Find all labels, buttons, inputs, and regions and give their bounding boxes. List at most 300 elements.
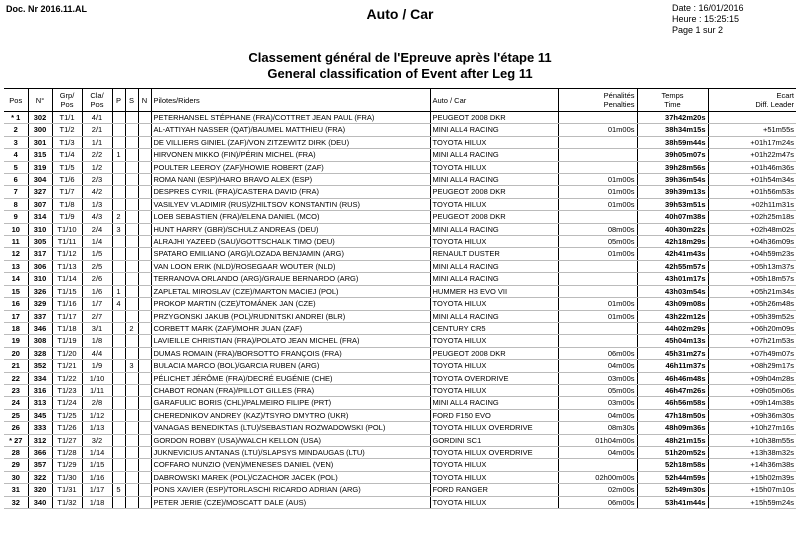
- cell-group-pos: T1/31: [52, 484, 82, 496]
- cell-s: [125, 174, 138, 186]
- date-label: Date : 16/01/2016: [672, 3, 744, 13]
- cell-riders: COFFARO NUNZIO (VEN)/MENESES DANIEL (VEN): [151, 459, 430, 471]
- table-header-row: [4, 89, 796, 112]
- cell-time: 38h59m44s: [637, 136, 708, 148]
- cell-riders: HUNT HARRY (GBR)/SCHULZ ANDREAS (DEU): [151, 223, 430, 235]
- cell-p: [112, 434, 125, 446]
- table-row: [4, 397, 796, 409]
- cell-group-pos: T1/21: [52, 360, 82, 372]
- cell-penalties: 06m00s: [558, 496, 637, 508]
- cell-p: [112, 471, 125, 483]
- cell-penalties: [558, 260, 637, 272]
- cell-class-pos: 2/5: [82, 260, 112, 272]
- cell-car: PEUGEOT 2008 DKR: [430, 211, 558, 223]
- cell-time: 48h09m36s: [637, 422, 708, 434]
- cell-n: [138, 198, 151, 210]
- cell-gap: +05h13m37s: [708, 260, 796, 272]
- cell-car: TOYOTA HILUX: [430, 236, 558, 248]
- col-car: Auto / Car: [430, 89, 558, 112]
- col-s: S: [125, 89, 138, 112]
- cell-time: 42h55m57s: [637, 260, 708, 272]
- cell-car: MINI ALL4 RACING: [430, 174, 558, 186]
- page-label: Page 1 sur 2: [672, 25, 724, 35]
- cell-class-pos: 1/8: [82, 335, 112, 347]
- cell-s: [125, 335, 138, 347]
- cell-pos: 16: [4, 298, 28, 310]
- table-row: [4, 248, 796, 260]
- cell-riders: DABROWSKI MAREK (POL)/CZACHOR JACEK (POL): [151, 471, 430, 483]
- cell-class-pos: 2/3: [82, 174, 112, 186]
- table-row: [4, 161, 796, 173]
- cell-n: [138, 149, 151, 161]
- cell-gap: +01h46m36s: [708, 161, 796, 173]
- cell-time: 42h18m29s: [637, 236, 708, 248]
- cell-group-pos: T1/7: [52, 186, 82, 198]
- cell-riders: PRZYGONSKI JAKUB (POL)/RUDNITSKI ANDREI (BLR): [151, 310, 430, 322]
- cell-number: 334: [28, 372, 52, 384]
- cell-car: TOYOTA HILUX: [430, 298, 558, 310]
- cell-car: MINI ALL4 RACING: [430, 149, 558, 161]
- cell-riders: VASILYEV VLADIMIR (RUS)/ZHILTSOV KONSTANTIN (RUS): [151, 198, 430, 210]
- cell-riders: CHEREDNIKOV ANDREY (KAZ)/TSYRO DMYTRO (UKR): [151, 409, 430, 421]
- cell-pos: 29: [4, 459, 28, 471]
- cell-n: [138, 161, 151, 173]
- cell-number: 326: [28, 285, 52, 297]
- cell-gap: +15h02m39s: [708, 471, 796, 483]
- cell-time: 39h28m56s: [637, 161, 708, 173]
- table-row: [4, 298, 796, 310]
- cell-p: [112, 198, 125, 210]
- cell-number: 315: [28, 149, 52, 161]
- cell-number: 327: [28, 186, 52, 198]
- cell-s: [125, 273, 138, 285]
- cell-s: [125, 260, 138, 272]
- cell-group-pos: T1/28: [52, 446, 82, 458]
- cell-s: [125, 347, 138, 359]
- cell-group-pos: T1/23: [52, 384, 82, 396]
- cell-n: [138, 174, 151, 186]
- cell-riders: AL-ATTIYAH NASSER (QAT)/BAUMEL MATTHIEU (FRA): [151, 124, 430, 136]
- table-row: [4, 285, 796, 297]
- cell-n: [138, 248, 151, 260]
- table-row: [4, 360, 796, 372]
- cell-n: [138, 372, 151, 384]
- cell-pos: 26: [4, 422, 28, 434]
- cell-time: 46h11m37s: [637, 360, 708, 372]
- cell-car: MINI ALL4 RACING: [430, 223, 558, 235]
- cell-pos: 14: [4, 273, 28, 285]
- cell-s: [125, 471, 138, 483]
- cell-p: [112, 260, 125, 272]
- heading-french: Classement général de l'Epreuve après l'étape 11: [248, 50, 552, 65]
- cell-riders: CHABOT RONAN (FRA)/PILLOT GILLES (FRA): [151, 384, 430, 396]
- col-pos: Pos: [4, 89, 28, 112]
- cell-pos: 5: [4, 161, 28, 173]
- table-row: [4, 211, 796, 223]
- cell-time: 51h20m52s: [637, 446, 708, 458]
- cell-pos: 13: [4, 260, 28, 272]
- cell-car: TOYOTA HILUX: [430, 198, 558, 210]
- cell-class-pos: 1/9: [82, 360, 112, 372]
- cell-car: CENTURY CR5: [430, 322, 558, 334]
- col-number: N°: [28, 89, 52, 112]
- cell-s: [125, 422, 138, 434]
- table-row: [4, 310, 796, 322]
- cell-gap: +10h27m16s: [708, 422, 796, 434]
- table-row: [4, 347, 796, 359]
- cell-n: [138, 496, 151, 508]
- cell-class-pos: 2/2: [82, 149, 112, 161]
- cell-class-pos: 4/4: [82, 347, 112, 359]
- col-time: Temps Time: [637, 89, 708, 112]
- cell-pos: 15: [4, 285, 28, 297]
- cell-gap: +05h26m48s: [708, 298, 796, 310]
- cell-group-pos: T1/17: [52, 310, 82, 322]
- cell-p: [112, 409, 125, 421]
- cell-s: [125, 397, 138, 409]
- cell-group-pos: T1/18: [52, 322, 82, 334]
- cell-p: [112, 186, 125, 198]
- cell-p: [112, 422, 125, 434]
- cell-pos: 6: [4, 174, 28, 186]
- cell-group-pos: T1/1: [52, 112, 82, 124]
- cell-time: 48h21m15s: [637, 434, 708, 446]
- cell-penalties: 04m00s: [558, 409, 637, 421]
- cell-group-pos: T1/27: [52, 434, 82, 446]
- col-group-pos: Grp/ Pos: [52, 89, 82, 112]
- cell-time: 40h30m22s: [637, 223, 708, 235]
- cell-number: 337: [28, 310, 52, 322]
- table-row: [4, 136, 796, 148]
- cell-riders: BULACIA MARCO (BOL)/GARCIA RUBEN (ARG): [151, 360, 430, 372]
- doc-number: Doc. Nr 2016.11.AL: [6, 4, 88, 14]
- cell-penalties: 06m00s: [558, 347, 637, 359]
- cell-s: [125, 285, 138, 297]
- cell-p: 1: [112, 149, 125, 161]
- cell-pos: 23: [4, 384, 28, 396]
- cell-gap: +07h49m07s: [708, 347, 796, 359]
- cell-time: 43h22m12s: [637, 310, 708, 322]
- cell-group-pos: T1/10: [52, 223, 82, 235]
- cell-car: TOYOTA HILUX OVERDRIVE: [430, 422, 558, 434]
- cell-car: TOYOTA HILUX: [430, 496, 558, 508]
- cell-time: 53h41m44s: [637, 496, 708, 508]
- cell-s: [125, 198, 138, 210]
- table-row: [4, 198, 796, 210]
- col-p: P: [112, 89, 125, 112]
- cell-s: [125, 446, 138, 458]
- cell-penalties: 01m00s: [558, 186, 637, 198]
- cell-number: 312: [28, 434, 52, 446]
- cell-pos: 28: [4, 446, 28, 458]
- table-row: [4, 236, 796, 248]
- cell-riders: JUKNEVICIUS ANTANAS (LTU)/SLAPSYS MINDAUGAS (LTU): [151, 446, 430, 458]
- cell-pos: 2: [4, 124, 28, 136]
- cell-pos: 10: [4, 223, 28, 235]
- cell-s: [125, 124, 138, 136]
- cell-gap: +14h36m38s: [708, 459, 796, 471]
- cell-s: [125, 459, 138, 471]
- document-title: Auto / Car: [366, 6, 434, 22]
- cell-pos: 4: [4, 149, 28, 161]
- cell-s: [125, 496, 138, 508]
- heading-english: General classification of Event after Leg 11: [267, 66, 533, 81]
- cell-pos: 20: [4, 347, 28, 359]
- cell-riders: CORBETT MARK (ZAF)/MOHR JUAN (ZAF): [151, 322, 430, 334]
- cell-group-pos: T1/11: [52, 236, 82, 248]
- cell-p: [112, 112, 125, 124]
- cell-car: HUMMER H3 EVO VII: [430, 285, 558, 297]
- cell-n: [138, 310, 151, 322]
- cell-penalties: 01m00s: [558, 198, 637, 210]
- cell-p: [112, 236, 125, 248]
- cell-class-pos: 1/15: [82, 459, 112, 471]
- cell-time: 46h46m48s: [637, 372, 708, 384]
- cell-gap: +13h38m32s: [708, 446, 796, 458]
- cell-p: [112, 384, 125, 396]
- table-row: [4, 273, 796, 285]
- classification-table: [4, 88, 796, 509]
- cell-car: TOYOTA HILUX: [430, 335, 558, 347]
- table-row: [4, 335, 796, 347]
- cell-class-pos: 4/1: [82, 112, 112, 124]
- cell-group-pos: T1/14: [52, 273, 82, 285]
- cell-time: 45h04m13s: [637, 335, 708, 347]
- cell-pos: 21: [4, 360, 28, 372]
- cell-s: [125, 186, 138, 198]
- cell-number: 316: [28, 384, 52, 396]
- cell-p: 3: [112, 223, 125, 235]
- cell-time: 43h03m54s: [637, 285, 708, 297]
- cell-number: 345: [28, 409, 52, 421]
- cell-group-pos: T1/20: [52, 347, 82, 359]
- table-row: [4, 384, 796, 396]
- cell-group-pos: T1/13: [52, 260, 82, 272]
- cell-riders: PONS XAVIER (ESP)/TORLASCHI RICARDO ADRIAN (ARG): [151, 484, 430, 496]
- cell-s: [125, 149, 138, 161]
- table-row: [4, 446, 796, 458]
- cell-number: 302: [28, 112, 52, 124]
- table-row: [4, 149, 796, 161]
- cell-car: PEUGEOT 2008 DKR: [430, 347, 558, 359]
- cell-pos: 12: [4, 248, 28, 260]
- cell-riders: DE VILLIERS GINIEL (ZAF)/VON ZITZEWITZ DIRK (DEU): [151, 136, 430, 148]
- cell-p: [112, 273, 125, 285]
- cell-p: 4: [112, 298, 125, 310]
- cell-group-pos: T1/24: [52, 397, 82, 409]
- cell-time: 42h41m43s: [637, 248, 708, 260]
- document-meta: [672, 3, 744, 36]
- cell-number: 304: [28, 174, 52, 186]
- cell-class-pos: 1/6: [82, 285, 112, 297]
- cell-time: 39h05m07s: [637, 149, 708, 161]
- table-row: [4, 484, 796, 496]
- cell-riders: DUMAS ROMAIN (FRA)/BORSOTTO FRANÇOIS (FRA): [151, 347, 430, 359]
- cell-pos: 22: [4, 372, 28, 384]
- cell-class-pos: 1/7: [82, 298, 112, 310]
- cell-p: [112, 459, 125, 471]
- cell-riders: PROKOP MARTIN (CZE)/TOMÁNEK JAN (CZE): [151, 298, 430, 310]
- cell-number: 313: [28, 397, 52, 409]
- cell-class-pos: 1/12: [82, 409, 112, 421]
- cell-pos: 3: [4, 136, 28, 148]
- cell-car: PEUGEOT 2008 DKR: [430, 186, 558, 198]
- cell-gap: +04h59m23s: [708, 248, 796, 260]
- cell-number: 322: [28, 471, 52, 483]
- cell-car: PEUGEOT 2008 DKR: [430, 112, 558, 124]
- cell-number: 310: [28, 273, 52, 285]
- cell-group-pos: T1/26: [52, 422, 82, 434]
- cell-penalties: [558, 273, 637, 285]
- cell-s: [125, 211, 138, 223]
- cell-car: TOYOTA OVERDRIVE: [430, 372, 558, 384]
- cell-gap: +01h54m34s: [708, 174, 796, 186]
- cell-class-pos: 1/10: [82, 372, 112, 384]
- cell-time: 39h39m13s: [637, 186, 708, 198]
- cell-pos: 25: [4, 409, 28, 421]
- cell-pos: 32: [4, 496, 28, 508]
- cell-class-pos: 1/14: [82, 446, 112, 458]
- time-label: Heure : 15:25:15: [672, 14, 740, 24]
- cell-penalties: [558, 136, 637, 148]
- cell-riders: VANAGAS BENEDIKTAS (LTU)/SEBASTIAN ROZWADOWSKI (POL): [151, 422, 430, 434]
- cell-gap: +01h22m47s: [708, 149, 796, 161]
- cell-pos: 11: [4, 236, 28, 248]
- cell-car: TOYOTA HILUX: [430, 459, 558, 471]
- cell-class-pos: 1/17: [82, 484, 112, 496]
- cell-penalties: [558, 459, 637, 471]
- cell-number: 317: [28, 248, 52, 260]
- cell-class-pos: 3/2: [82, 434, 112, 446]
- cell-group-pos: T1/3: [52, 136, 82, 148]
- cell-time: 39h53m51s: [637, 198, 708, 210]
- cell-penalties: 01h04m00s: [558, 434, 637, 446]
- table-row: [4, 124, 796, 136]
- table-row: [4, 260, 796, 272]
- cell-gap: +09h04m28s: [708, 372, 796, 384]
- cell-class-pos: 2/8: [82, 397, 112, 409]
- cell-group-pos: T1/30: [52, 471, 82, 483]
- cell-car: TOYOTA HILUX OVERDRIVE: [430, 446, 558, 458]
- cell-n: [138, 459, 151, 471]
- table-row: [4, 471, 796, 483]
- cell-penalties: 01m00s: [558, 310, 637, 322]
- cell-p: [112, 124, 125, 136]
- cell-class-pos: 1/4: [82, 236, 112, 248]
- cell-penalties: [558, 149, 637, 161]
- cell-class-pos: 2/1: [82, 124, 112, 136]
- cell-group-pos: T1/16: [52, 298, 82, 310]
- cell-p: [112, 360, 125, 372]
- cell-gap: +05h39m52s: [708, 310, 796, 322]
- cell-class-pos: 1/1: [82, 136, 112, 148]
- cell-time: 40h07m38s: [637, 211, 708, 223]
- cell-car: MINI ALL4 RACING: [430, 310, 558, 322]
- cell-car: MINI ALL4 RACING: [430, 260, 558, 272]
- cell-gap: +05h21m34s: [708, 285, 796, 297]
- cell-penalties: [558, 335, 637, 347]
- cell-penalties: 08m00s: [558, 223, 637, 235]
- cell-n: [138, 434, 151, 446]
- cell-n: [138, 422, 151, 434]
- cell-gap: +02h11m31s: [708, 198, 796, 210]
- cell-gap: +05h18m57s: [708, 273, 796, 285]
- cell-number: 305: [28, 236, 52, 248]
- cell-number: 328: [28, 347, 52, 359]
- cell-p: [112, 347, 125, 359]
- cell-penalties: [558, 322, 637, 334]
- cell-s: [125, 409, 138, 421]
- cell-pos: * 1: [4, 112, 28, 124]
- cell-gap: +09h14m38s: [708, 397, 796, 409]
- cell-car: GORDINI SC1: [430, 434, 558, 446]
- cell-penalties: 05m00s: [558, 236, 637, 248]
- cell-n: [138, 484, 151, 496]
- cell-penalties: 04m00s: [558, 360, 637, 372]
- cell-p: 5: [112, 484, 125, 496]
- cell-p: [112, 136, 125, 148]
- cell-penalties: [558, 285, 637, 297]
- cell-n: [138, 384, 151, 396]
- cell-time: 43h01m17s: [637, 273, 708, 285]
- cell-riders: ZAPLETAL MIROSLAV (CZE)/MARTON MACIEJ (POL): [151, 285, 430, 297]
- cell-s: [125, 298, 138, 310]
- cell-p: [112, 310, 125, 322]
- cell-class-pos: 2/4: [82, 223, 112, 235]
- cell-group-pos: T1/15: [52, 285, 82, 297]
- cell-gap: +01h56m53s: [708, 186, 796, 198]
- cell-pos: 18: [4, 322, 28, 334]
- cell-p: 2: [112, 211, 125, 223]
- cell-n: [138, 471, 151, 483]
- table-row: [4, 459, 796, 471]
- cell-car: TOYOTA HILUX: [430, 136, 558, 148]
- cell-pos: 24: [4, 397, 28, 409]
- cell-n: [138, 211, 151, 223]
- cell-number: 307: [28, 198, 52, 210]
- cell-riders: HIRVONEN MIKKO (FIN)/PÉRIN MICHEL (FRA): [151, 149, 430, 161]
- cell-class-pos: 3/1: [82, 322, 112, 334]
- cell-class-pos: 1/13: [82, 422, 112, 434]
- table-row: [4, 112, 796, 124]
- cell-penalties: 03m00s: [558, 372, 637, 384]
- col-n: N: [138, 89, 151, 112]
- cell-time: 52h49m30s: [637, 484, 708, 496]
- cell-n: [138, 260, 151, 272]
- cell-pos: * 27: [4, 434, 28, 446]
- cell-penalties: [558, 211, 637, 223]
- cell-car: TOYOTA HILUX: [430, 360, 558, 372]
- cell-p: [112, 335, 125, 347]
- cell-gap: +02h48m02s: [708, 223, 796, 235]
- cell-riders: LOEB SEBASTIEN (FRA)/ELENA DANIEL (MCO): [151, 211, 430, 223]
- cell-group-pos: T1/2: [52, 124, 82, 136]
- cell-car: RENAULT DUSTER: [430, 248, 558, 260]
- cell-number: 319: [28, 161, 52, 173]
- cell-penalties: 08m30s: [558, 422, 637, 434]
- cell-penalties: 01m00s: [558, 298, 637, 310]
- cell-class-pos: 2/6: [82, 273, 112, 285]
- cell-pos: 30: [4, 471, 28, 483]
- cell-group-pos: T1/8: [52, 198, 82, 210]
- table-row: [4, 174, 796, 186]
- col-gap: Ecart Diff. Leader: [708, 89, 796, 112]
- cell-car: MINI ALL4 RACING: [430, 397, 558, 409]
- cell-pos: 17: [4, 310, 28, 322]
- cell-penalties: 04m00s: [558, 446, 637, 458]
- cell-pos: 8: [4, 198, 28, 210]
- cell-riders: POULTER LEEROY (ZAF)/HOWIE ROBERT (ZAF): [151, 161, 430, 173]
